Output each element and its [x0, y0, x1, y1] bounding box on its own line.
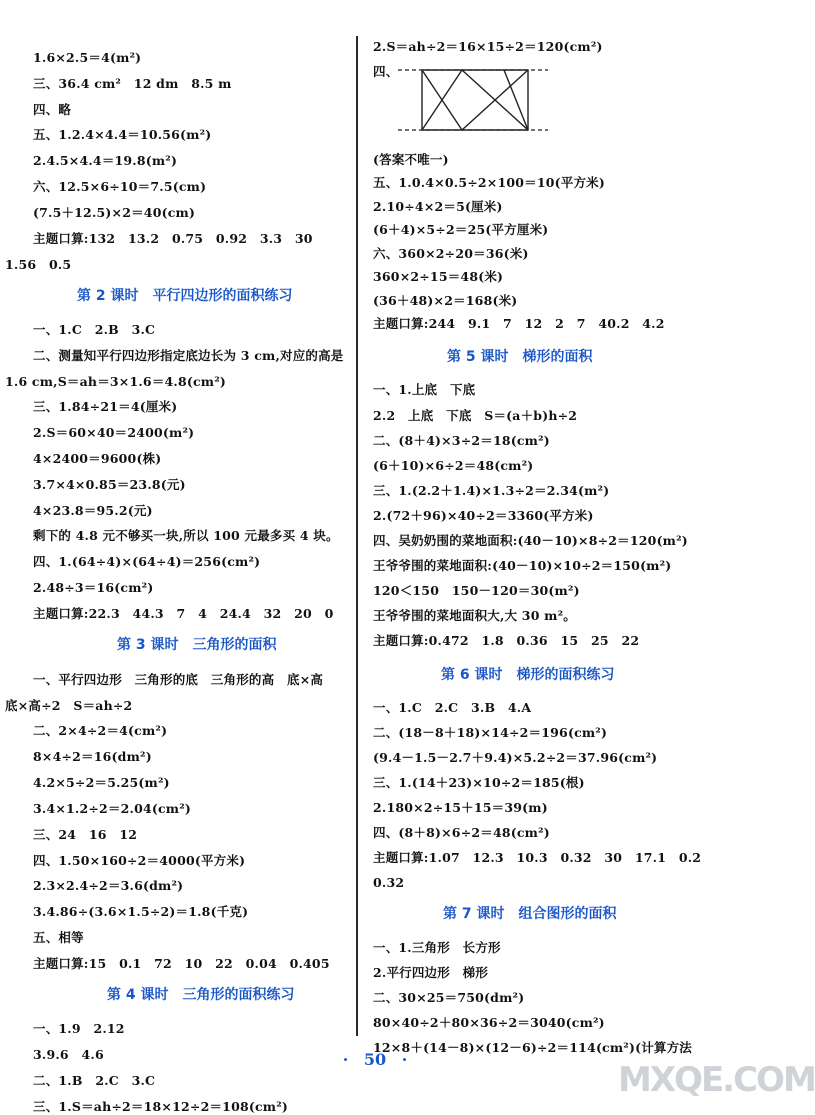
answer-line: 360×2÷15＝48(米): [373, 269, 504, 284]
answer-line: 3.4.86÷(3.6×1.5÷2)＝1.8(千克): [33, 904, 249, 919]
lesson-heading-5: 第 5 课时 梯形的面积: [447, 349, 593, 365]
lesson-heading-2: 第 2 课时 平行四边形的面积练习: [77, 288, 293, 304]
answer-line: 一、1.三角形 长方形: [373, 940, 501, 955]
answer-line: 三、1.(14＋23)×10÷2＝185(根): [373, 775, 585, 790]
answer-line: 剩下的 4.8 元不够买一块,所以 100 元最多买 4 块。: [33, 528, 339, 543]
answer-line: 4.2×5÷2＝5.25(m²): [33, 775, 170, 790]
mental-math-line: 主题口算:15 0.1 72 10 22 0.04 0.405: [33, 956, 330, 971]
answer-line: 一、1.上底 下底: [373, 382, 476, 397]
answer-line: 80×40÷2＋80×36÷2＝3040(cm²): [373, 1015, 605, 1030]
mental-math-line: 主题口算:132 13.2 0.75 0.92 3.3 30: [33, 231, 313, 246]
answer-line: 五、1.2.4×4.4＝10.56(m²): [33, 127, 212, 142]
answer-line: 三、1.(2.2＋1.4)×1.3÷2＝2.34(m²): [373, 483, 610, 498]
answer-line: 2.平行四边形 梯形: [373, 965, 489, 980]
page-number-dot: ·: [401, 1050, 408, 1069]
mental-math-line: 主题口算:0.472 1.8 0.36 15 25 22: [373, 633, 640, 648]
answer-line: 2.2 上底 下底 S＝(a＋b)h÷2: [373, 408, 578, 423]
answer-line: 二、2×4÷2＝4(cm²): [33, 723, 168, 738]
answer-line: 一、1.C 2.B 3.C: [33, 322, 156, 337]
answer-line: 2.10÷4×2＝5(厘米): [373, 199, 503, 214]
answer-line: 一、1.9 2.12: [33, 1021, 125, 1036]
lesson-heading-4: 第 4 课时 三角形的面积练习: [107, 987, 295, 1003]
answer-line: 四、吴奶奶围的菜地面积:(40－10)×8÷2＝120(m²): [373, 533, 688, 548]
answer-line: 二、(8＋4)×3÷2＝18(cm²): [373, 433, 550, 448]
answer-line: 二、1.B 2.C 3.C: [33, 1073, 156, 1088]
answer-line: 四、(8＋8)×6÷2＝48(cm²): [373, 825, 550, 840]
answer-line: (6＋10)×6÷2＝48(cm²): [373, 458, 534, 473]
answer-line: 四、1.50×160÷2＝4000(平方米): [33, 853, 246, 868]
answer-line: 3.9.6 4.6: [33, 1047, 104, 1062]
answer-line: 2.S＝ah÷2＝16×15÷2＝120(cm²): [373, 39, 603, 54]
answer-line: 0.32: [373, 875, 405, 890]
answer-line: 8×4÷2＝16(dm²): [33, 749, 152, 764]
mental-math-line: 主题口算:22.3 44.3 7 4 24.4 32 20 0: [33, 606, 334, 621]
answer-line: (答案不唯一): [373, 152, 449, 167]
answer-line: 五、相等: [33, 930, 84, 945]
lesson-heading-6: 第 6 课时 梯形的面积练习: [441, 667, 615, 683]
answer-line: 4×2400＝9600(株): [33, 451, 162, 466]
answer-line: 三、1.84÷21＝4(厘米): [33, 399, 178, 414]
answer-line: 五、1.0.4×0.5÷2×100＝10(平方米): [373, 175, 605, 190]
page-number-dot: ·: [342, 1050, 349, 1069]
answer-line: 4×23.8＝95.2(元): [33, 503, 153, 518]
answer-line: 2.S＝60×40＝2400(m²): [33, 425, 195, 440]
answer-line: 二、测量知平行四边形指定底边长为 3 cm,对应的高是: [33, 348, 344, 363]
answer-line: 三、1.S＝ah÷2＝18×12÷2＝108(cm²): [33, 1099, 289, 1114]
answer-line: (9.4－1.5－2.7＋9.4)×5.2÷2＝37.96(cm²): [373, 750, 658, 765]
page-number-value: 50: [363, 1050, 387, 1069]
lesson-heading-7: 第 7 课时 组合图形的面积: [443, 906, 617, 922]
answer-line: 六、360×2÷20＝36(米): [373, 246, 529, 261]
answer-line: 二、(18－8＋18)×14÷2＝196(cm²): [373, 725, 608, 740]
column-divider: [356, 36, 358, 1036]
answer-line: 王爷爷围的菜地面积大,大 30 m²。: [373, 608, 576, 623]
answer-line: 二、30×25＝750(dm²): [373, 990, 525, 1005]
answer-line: (6＋4)×5÷2＝25(平方厘米): [373, 222, 549, 237]
mental-math-line: 主题口算:244 9.1 7 12 2 7 40.2 4.2: [373, 316, 665, 331]
answer-line: 3.7×4×0.85＝23.8(元): [33, 477, 186, 492]
answer-line: 三、24 16 12: [33, 827, 138, 842]
answer-line: 120＜150 150－120＝30(m²): [373, 583, 580, 598]
answer-line: 2.3×2.4÷2＝3.6(dm²): [33, 878, 184, 893]
answer-line: 六、12.5×6÷10＝7.5(cm): [33, 179, 207, 194]
base-box: [422, 70, 528, 130]
answer-line: 1.6×2.5＝4(m²): [33, 50, 142, 65]
answer-line: 1.6 cm,S＝ah＝3×1.6＝4.8(cm²): [5, 374, 227, 389]
answer-line: 2.180×2÷15＋15＝39(m): [373, 800, 548, 815]
answer-line: 王爷爷围的菜地面积:(40－10)×10÷2＝150(m²): [373, 558, 672, 573]
triangles-figure: [398, 64, 548, 136]
answer-line: 3.4×1.2÷2＝2.04(cm²): [33, 801, 192, 816]
answer-line: (36＋48)×2＝168(米): [373, 293, 518, 308]
answer-line: 一、1.C 2.C 3.B 4.A: [373, 700, 532, 715]
answer-line: 四、略: [33, 102, 72, 117]
answer-line: 一、平行四边形 三角形的底 三角形的高 底×高: [33, 672, 324, 687]
answer-line: 1.56 0.5: [5, 257, 72, 272]
answer-line: 底×高÷2 S＝ah÷2: [5, 698, 133, 713]
answer-line: 四、1.(64÷4)×(64÷4)＝256(cm²): [33, 554, 261, 569]
answer-line: 三、36.4 cm² 12 dm 8.5 m: [33, 76, 232, 91]
watermark: MXQE.COM: [618, 1060, 815, 1100]
answer-line: 2.(72＋96)×40÷2＝3360(平方米): [373, 508, 594, 523]
triangle-edge: [504, 70, 528, 130]
answer-line: (7.5＋12.5)×2＝40(cm): [33, 205, 196, 220]
answer-line: 四、: [373, 64, 399, 79]
mental-math-line: 主题口算:1.07 12.3 10.3 0.32 30 17.1 0.2: [373, 850, 702, 865]
lesson-heading-3: 第 3 课时 三角形的面积: [117, 637, 277, 653]
answer-line: 2.4.5×4.4＝19.8(m²): [33, 153, 178, 168]
answer-line: 2.48÷3＝16(cm²): [33, 580, 154, 595]
answer-line: 12×8＋(14－8)×(12－6)÷2＝114(cm²)(计算方法: [373, 1040, 693, 1055]
